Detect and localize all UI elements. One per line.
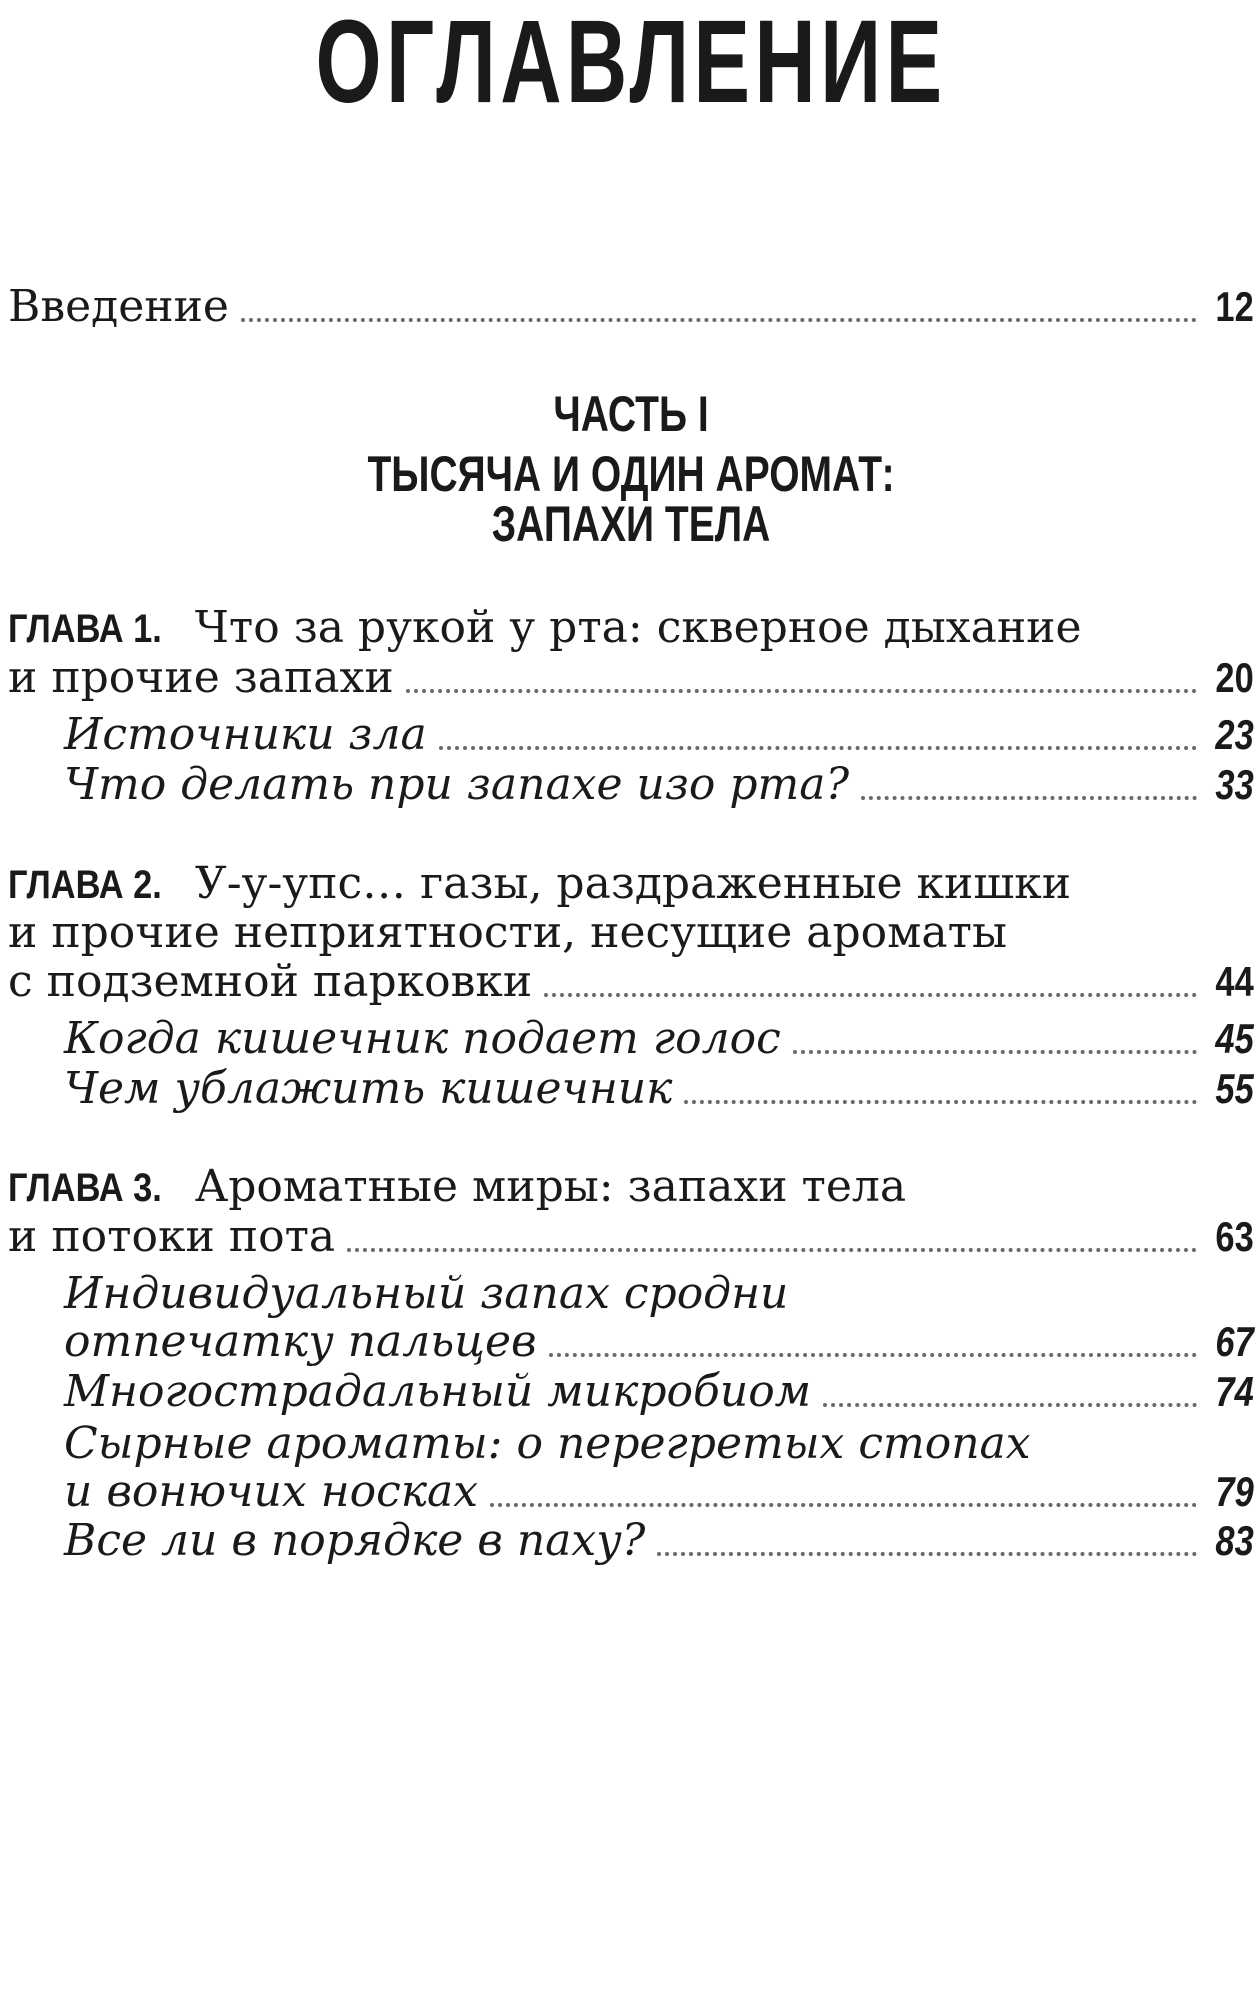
dot-leader [439, 746, 1198, 750]
toc-page-number: 33 [1215, 761, 1254, 808]
section-title: Источники зла [64, 709, 427, 760]
section-title: Многострадальный микробиом [64, 1366, 812, 1417]
chapter-label: ГЛАВА 2. [8, 863, 162, 907]
toc-page-number: 67 [1215, 1318, 1254, 1365]
section-title: и вонючих носках [64, 1466, 479, 1517]
section-entry[interactable] [64, 754, 1254, 816]
dot-leader [544, 993, 1197, 997]
chapter-title-line: У-у-упс… газы, раздраженные кишки [194, 858, 1072, 909]
section-title: отпечатку пальцев [64, 1316, 537, 1367]
chapter-1-entry[interactable] [8, 647, 1254, 709]
toc-page-number: 12 [1215, 283, 1254, 330]
chapter-label: ГЛАВА 3. [8, 1166, 162, 1210]
toc-page-number: 55 [1215, 1065, 1254, 1112]
section-entry[interactable] [64, 1058, 1254, 1120]
toc-entry-intro[interactable] [8, 276, 1254, 338]
dot-leader [861, 796, 1197, 800]
page-title: ОГЛАВЛЕНИЕ [315, 0, 947, 128]
toc-page-number: 79 [1215, 1468, 1254, 1515]
toc-page-number: 20 [1215, 654, 1254, 701]
dot-leader [490, 1503, 1197, 1507]
toc-page-number: 83 [1215, 1517, 1254, 1564]
section-title: Что делать при запахе изо рта? [64, 759, 850, 810]
section-title: Все ли в порядке в паху? [64, 1515, 646, 1566]
chapter-label: ГЛАВА 1. [8, 607, 162, 651]
dot-leader [684, 1100, 1197, 1104]
chapter-3-entry[interactable] [8, 1206, 1254, 1268]
chapter-title-line: Ароматные миры: запахи тела [194, 1161, 907, 1212]
dot-leader [406, 689, 1198, 693]
dot-leader [347, 1248, 1197, 1252]
section-title: Когда кишечник подает голос [64, 1013, 781, 1064]
part-title-line-1: ТЫСЯЧА И ОДИН АРОМАТ: [367, 446, 895, 502]
chapter-title-line: и прочие запахи [8, 652, 394, 703]
toc-page-number: 74 [1215, 1368, 1254, 1415]
section-title: Индивидуальный запах сродни [64, 1268, 789, 1319]
toc-page-number: 63 [1215, 1213, 1254, 1260]
toc-page-number: 23 [1215, 711, 1254, 758]
chapter-2-entry[interactable] [8, 951, 1254, 1013]
section-title: Чем ублажить кишечник [64, 1063, 673, 1114]
section-title: Сырные ароматы: о перегретых стопах [64, 1418, 1031, 1469]
chapter-title-line: и потоки пота [8, 1211, 336, 1262]
dot-leader [549, 1353, 1198, 1357]
dot-leader [823, 1403, 1197, 1407]
toc-page [8, 0, 1254, 2000]
chapter-title-line: с подземной парковки [8, 956, 533, 1007]
chapter-title-line: и прочие неприятности, несущие ароматы [8, 907, 1007, 958]
toc-page-number: 44 [1215, 958, 1254, 1005]
dot-leader [657, 1552, 1197, 1556]
part-title-line-2: ЗАПАХИ ТЕЛА [491, 496, 771, 552]
dot-leader [793, 1050, 1198, 1054]
dot-leader [241, 318, 1197, 322]
toc-entry-title: Введение [8, 281, 229, 332]
part-number: ЧАСТЬ I [553, 386, 709, 442]
chapter-title-line: Что за рукой у рта: скверное дыхание [194, 602, 1082, 653]
section-entry[interactable] [64, 1510, 1254, 1572]
toc-page-number: 45 [1215, 1015, 1254, 1062]
